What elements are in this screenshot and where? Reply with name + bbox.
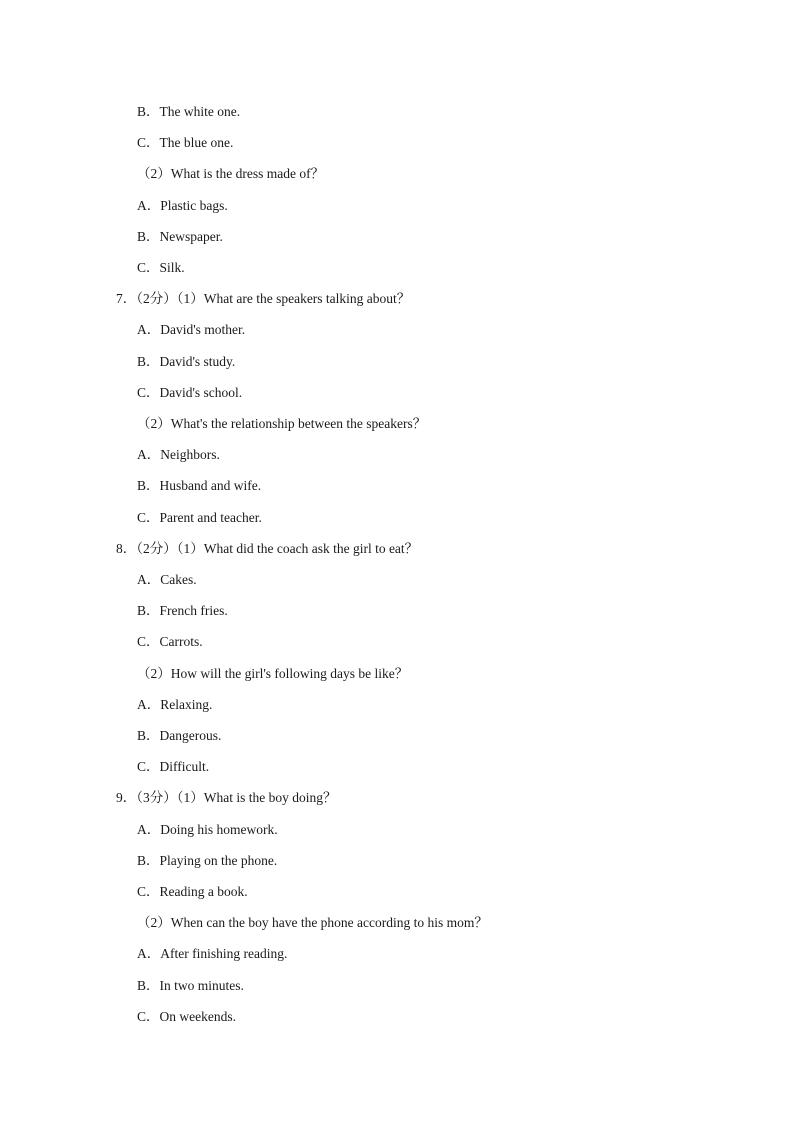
answer-option: A．Relaxing. <box>137 697 213 712</box>
answer-option: B．French fries. <box>137 603 228 618</box>
sub-question: （2）How will the girl's following days be like？ <box>137 666 409 681</box>
answer-option: B．Dangerous. <box>137 728 222 743</box>
answer-option: B．Newspaper. <box>137 229 223 244</box>
answer-option: A．David's mother. <box>137 322 246 337</box>
answer-option: A．Plastic bags. <box>137 198 228 213</box>
answer-option: C．David's school. <box>137 385 243 400</box>
answer-option: C．Reading a book. <box>137 884 248 899</box>
answer-option: B．The white one. <box>137 104 241 119</box>
question-heading: 9．（3分）（1）What is the boy doing？ <box>116 790 337 805</box>
sub-question: （2）What's the relationship between the speakers？ <box>137 416 427 431</box>
question-heading: 8．（2分）（1）What did the coach ask the girl to eat？ <box>116 541 419 556</box>
sub-question: （2）When can the boy have the phone according to his mom？ <box>137 915 488 930</box>
answer-option: C．Parent and teacher. <box>137 510 262 525</box>
answer-option: C．Silk. <box>137 260 185 275</box>
question-heading: 7．（2分）（1）What are the speakers talking about？ <box>116 291 411 306</box>
sub-question: （2）What is the dress made of？ <box>137 166 325 181</box>
answer-option: C．Carrots. <box>137 634 203 649</box>
answer-option: A．Neighbors. <box>137 447 220 462</box>
answer-option: B．In two minutes. <box>137 978 244 993</box>
answer-option: C．The blue one. <box>137 135 234 150</box>
answer-option: B．Husband and wife. <box>137 478 262 493</box>
answer-option: A．After finishing reading. <box>137 946 288 961</box>
answer-option: B．David's study. <box>137 354 236 369</box>
answer-option: A．Doing his homework. <box>137 822 278 837</box>
answer-option: C．On weekends. <box>137 1009 236 1024</box>
answer-option: C．Difficult. <box>137 759 210 774</box>
answer-option: A．Cakes. <box>137 572 197 587</box>
answer-option: B．Playing on the phone. <box>137 853 278 868</box>
